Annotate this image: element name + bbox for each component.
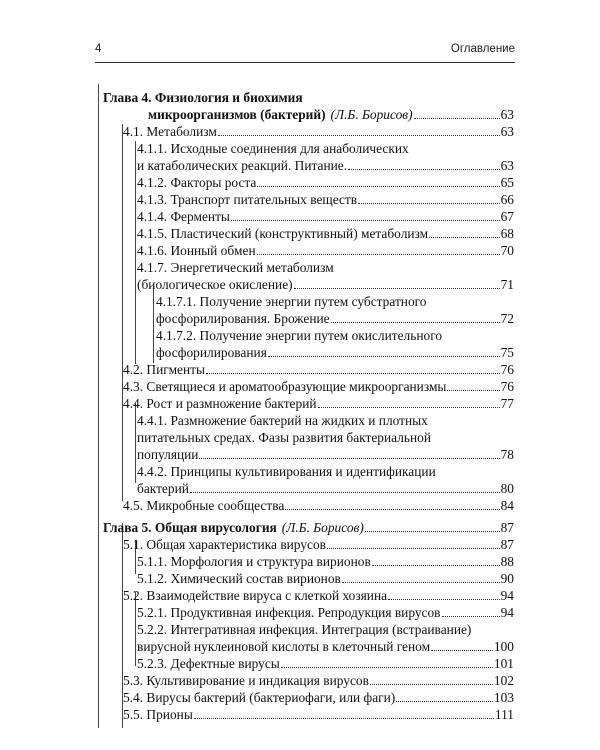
toc-entry-4-1-3[interactable]: 4.1.3. Транспорт питательных веществ 66 (137, 192, 514, 207)
toc-entry-5-4[interactable]: 5.4. Вирусы бактерий (бактериофаги, или фаги) 103 (123, 690, 514, 705)
toc-entry-4-1-7-1[interactable]: фосфорилирования. Брожение 72 (156, 311, 514, 326)
toc-entry-4-3[interactable]: 4.3. Светящиеся и ароматообразующие микроорганизмы 76 (123, 379, 514, 394)
toc-entry-5-2-2-line1: 5.2.2. Интегративная инфекция. Интеграция (встраивание) (137, 622, 472, 637)
leader-dots (414, 107, 500, 119)
toc-entry-4-1-7[interactable]: (биологическое окисление) 71 (137, 277, 514, 292)
toc-entry-4-4-1-line2: питательных средах. Фазы развития бактериальной (137, 430, 432, 445)
page-ref: 63 (500, 107, 514, 122)
toc-entry-4-1-7-line1: 4.1.7. Энергетический метаболизм (137, 260, 334, 275)
toc-entry-4-1-4[interactable]: 4.1.4. Ферменты 67 (137, 209, 514, 224)
running-header: Оглавление (450, 43, 515, 55)
toc-entry-4-4[interactable]: 4.4. Рост и размножение бактерий 77 (123, 396, 514, 411)
chapter-5-title: Глава 5. Общая вирусология (103, 520, 277, 535)
toc-entry-4-1-2[interactable]: 4.1.2. Факторы роста 65 (137, 175, 514, 190)
toc-entry-4-1[interactable]: 4.1. Метаболизм 63 (123, 124, 514, 139)
toc-entry-5-2[interactable]: 5.2. Взаимодействие вируса с клеткой хозяина 94 (123, 588, 514, 603)
toc-entry-4-4-2-line1: 4.4.2. Принципы культивирования и идентификации (137, 464, 436, 479)
toc-entry-5-2-2[interactable]: вирусной нуклеиновой кислоты в клеточный геном 100 (137, 639, 514, 654)
toc-entry-5-1-1[interactable]: 5.1.1. Морфология и структура вирионов 88 (137, 554, 514, 569)
toc-entry-4-1-7-2[interactable]: фосфорилирования 75 (156, 345, 514, 360)
toc-entry-5-5[interactable]: 5.5. Прионы 111 (123, 707, 514, 722)
toc-entry-4-4-1[interactable]: популяции 78 (137, 447, 514, 462)
toc-entry-4-1-5[interactable]: 4.1.5. Пластический (конструктивный) метаболизм 68 (137, 226, 514, 241)
toc-entry-4-4-2[interactable]: бактерий 80 (137, 481, 514, 496)
toc-entry-5-2-3[interactable]: 5.2.3. Дефектные вирусы 101 (137, 656, 514, 671)
toc-entry-4-1-1[interactable]: и катаболических реакций. Питание. 63 (137, 158, 514, 173)
toc-entry-4-1-7-2-line1: 4.1.7.2. Получение энергии путем окислительного (156, 328, 443, 343)
toc-entry-5-3[interactable]: 5.3. Культивирование и индикация вирусов 102 (123, 673, 514, 688)
toc-entry-4-1-6[interactable]: 4.1.6. Ионный обмен 70 (137, 243, 514, 258)
chapter-4-author: (Л.Б. Борисов) (330, 107, 413, 122)
chapter-5-author: (Л.Б. Борисов) (281, 520, 364, 535)
toc-entry-4-5[interactable]: 4.5. Микробные сообщества 84 (123, 498, 514, 513)
page-number: 4 (95, 43, 102, 55)
toc-entry-4-2[interactable]: 4.2. Пигменты 76 (123, 362, 514, 377)
toc-entry-4-4-1-line1: 4.4.1. Размножение бактерий на жидких и плотных (137, 413, 428, 428)
toc-entry-4-1-7-1-line1: 4.1.7.1. Получение энергии путем субстратного (156, 294, 427, 309)
chapter-4-title-line1: Глава 4. Физиология и биохимия (103, 90, 303, 105)
toc-entry-5-1[interactable]: 5.1. Общая характеристика вирусов 87 (123, 537, 514, 552)
chapter-5-entry[interactable]: Глава 5. Общая вирусология (Л.Б. Борисов) 87 (103, 520, 514, 535)
toc-entry-5-1-2[interactable]: 5.1.2. Химический состав вирионов 90 (137, 571, 514, 586)
chapter-4-entry[interactable] (148, 107, 514, 123)
toc-entry-5-2-1[interactable]: 5.2.1. Продуктивная инфекция. Репродукция вирусов 94 (137, 605, 514, 620)
toc-entry-4-1-1-line1: 4.1.1. Исходные соединения для анаболических (137, 141, 409, 156)
chapter-4-title-line2: микроорганизмов (бактерий) (148, 107, 326, 122)
